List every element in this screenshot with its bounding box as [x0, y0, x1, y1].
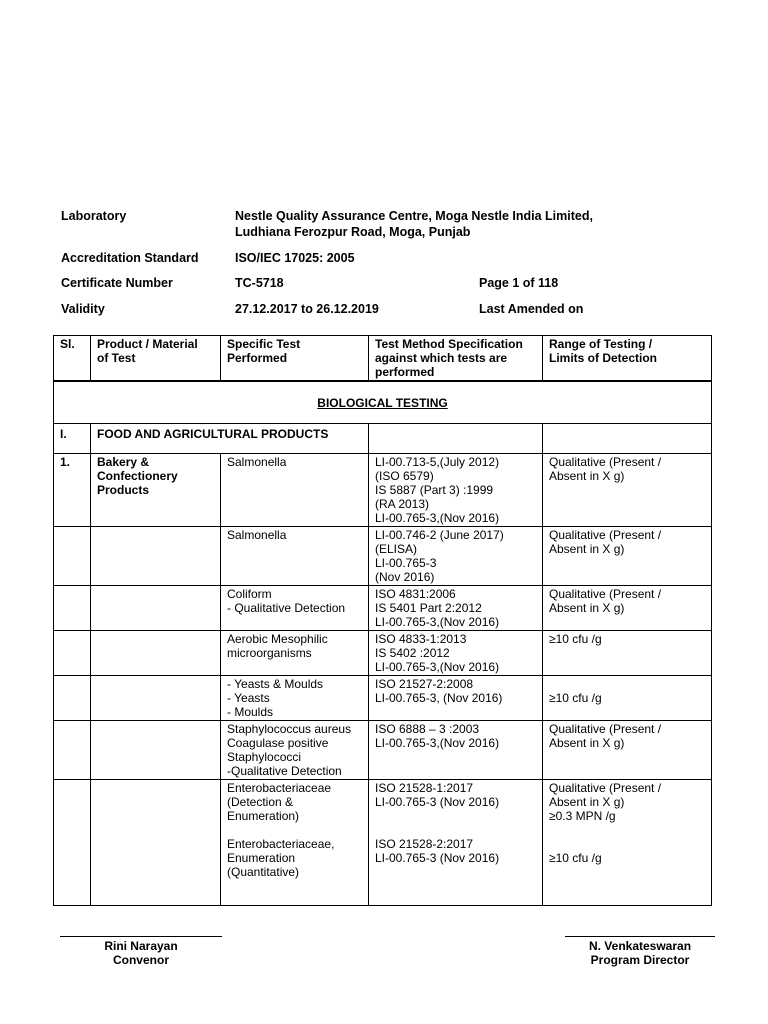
cell-test-method-line: LI-00.765-3,(Nov 2016) [375, 615, 500, 629]
cell-range [543, 780, 712, 906]
cell-test-method-line: LI-00.765-3, (Nov 2016) [375, 691, 503, 705]
cell-test-method-line: ISO 21528-1:2017 [375, 781, 474, 795]
test-scope-table [53, 381, 712, 906]
cell-test-method [369, 454, 543, 527]
cell-specific-test-line: Coagulase positive [227, 736, 329, 750]
cell-range-line: ≥10 cfu /g [549, 691, 602, 705]
certificate-number-label: Certificate Number [61, 276, 173, 290]
director-role: Program Director [590, 953, 690, 967]
cell-specific-test-line: - Moulds [227, 705, 274, 719]
cell-product [91, 721, 221, 780]
group-empty-range [543, 424, 712, 454]
cell-range [543, 721, 712, 780]
cell-specific-test-line: Staphylococci [227, 750, 302, 764]
cell-test-method-line: IS 5401 Part 2:2012 [375, 601, 482, 615]
cell-specific-test-line: Salmonella [227, 455, 287, 469]
cell-product-line: Products [97, 483, 150, 497]
accreditation-standard-label: Accreditation Standard [61, 251, 199, 265]
laboratory-value-line1: Nestle Quality Assurance Centre, Moga Nestle India Limited, [235, 209, 593, 223]
header-specific-test: Specific Test Performed [221, 336, 369, 381]
cell-test-method-line: LI-00.765-3 (Nov 2016) [375, 795, 500, 809]
cell-specific-test [221, 780, 369, 906]
group-number: I. [54, 424, 91, 454]
cell-sl [54, 780, 91, 906]
cell-test-method-line: ISO 21527-2:2008 [375, 677, 474, 691]
cell-range-line: Absent in X g) [549, 736, 625, 750]
cell-test-method [369, 780, 543, 906]
cell-test-method-line: ISO 4831:2006 [375, 587, 456, 601]
signature-program-director [565, 936, 715, 967]
last-amended-label: Last Amended on [479, 302, 584, 316]
cell-test-method [369, 586, 543, 631]
certificate-number-value: TC-5718 [235, 276, 284, 290]
cell-product [91, 586, 221, 631]
cell-range-line: Absent in X g) [549, 542, 625, 556]
cell-specific-test-line: Aerobic Mesophilic [227, 632, 328, 646]
table-row [54, 454, 712, 527]
cell-test-method-line: ISO 21528-2:2017 [375, 837, 474, 851]
cell-product [91, 454, 221, 527]
cell-test-method-line: (Nov 2016) [375, 570, 435, 584]
cell-product [91, 631, 221, 676]
cell-range-line: Qualitative (Present / [549, 722, 662, 736]
header-test-method: Test Method Specification against which tests are performed [369, 336, 543, 381]
cell-range [543, 631, 712, 676]
cell-specific-test-line: (Detection & [227, 795, 294, 809]
cell-specific-test-line [227, 823, 362, 837]
header-product: Product / Material of Test [91, 336, 221, 381]
cell-specific-test-line: -Qualitative Detection [227, 764, 342, 778]
cell-test-method-line: LI-00.765-3,(Nov 2016) [375, 511, 500, 525]
cell-range-line: Qualitative (Present / [549, 528, 662, 542]
cell-range-line: ≥0.3 MPN /g [549, 809, 616, 823]
cell-test-method-line: ISO 4833-1:2013 [375, 632, 467, 646]
certificate-metadata [61, 209, 721, 319]
cell-range-line: Absent in X g) [549, 795, 625, 809]
cell-range [543, 676, 712, 721]
section-title: BIOLOGICAL TESTING [317, 395, 448, 410]
cell-test-method-line: LI-00.765-3,(Nov 2016) [375, 660, 500, 674]
cell-specific-test-line: microorganisms [227, 646, 312, 660]
signature-line [60, 936, 222, 937]
accreditation-standard-value: ISO/IEC 17025: 2005 [235, 251, 355, 265]
cell-product-line: Bakery & [97, 455, 150, 469]
page-info: Page 1 of 118 [479, 276, 559, 290]
cell-specific-test-line: - Qualitative Detection [227, 601, 346, 615]
laboratory-label: Laboratory [61, 209, 127, 223]
cell-specific-test [221, 631, 369, 676]
cell-sl [54, 676, 91, 721]
signature-line [565, 936, 715, 937]
cell-test-method [369, 721, 543, 780]
cell-sl [54, 527, 91, 586]
cell-specific-test-line: Enterobacteriaceae, [227, 837, 335, 851]
cell-specific-test-line: Enumeration [227, 851, 296, 865]
cell-range-line: Qualitative (Present / [549, 455, 662, 469]
cell-specific-test [221, 586, 369, 631]
cell-sl [54, 631, 91, 676]
cell-test-method-line [375, 809, 536, 823]
cell-range-line: Absent in X g) [549, 601, 625, 615]
cell-test-method-line: LI-00.765-3,(Nov 2016) [375, 736, 500, 750]
cell-range-line: ≥10 cfu /g [549, 632, 602, 646]
cell-test-method-line: (ELISA) [375, 542, 418, 556]
table-row [54, 631, 712, 676]
cell-specific-test-line: - Yeasts [227, 691, 270, 705]
group-empty-method [369, 424, 543, 454]
cell-range-line: Qualitative (Present / [549, 781, 662, 795]
cell-specific-test-line: Salmonella [227, 528, 287, 542]
cell-test-method-line: LI-00.713-5,(July 2012) [375, 455, 500, 469]
cell-sl: 1. [54, 454, 91, 527]
cell-test-method-line: (ISO 6579) [375, 469, 434, 483]
section-title-cell [54, 382, 712, 424]
cell-test-method-line: IS 5887 (Part 3) :1999 [375, 483, 494, 497]
cell-range [543, 454, 712, 527]
convenor-name: Rini Narayan [104, 939, 178, 953]
cell-specific-test [221, 454, 369, 527]
signature-convenor [60, 936, 222, 967]
cell-sl [54, 721, 91, 780]
table-row [54, 527, 712, 586]
cell-specific-test [221, 676, 369, 721]
cell-specific-test-line: (Quantitative) [227, 865, 300, 879]
cell-specific-test-line: Enterobacteriaceae [227, 781, 332, 795]
cell-range-line: Qualitative (Present / [549, 587, 662, 601]
cell-product [91, 527, 221, 586]
cell-sl [54, 586, 91, 631]
cell-product [91, 780, 221, 906]
cell-test-method [369, 676, 543, 721]
cell-range-line [549, 823, 705, 837]
cell-range-line: ≥10 cfu /g [549, 851, 602, 865]
cell-specific-test [221, 527, 369, 586]
cell-test-method-line: (RA 2013) [375, 497, 430, 511]
table-row [54, 586, 712, 631]
test-rows [54, 454, 712, 906]
cell-test-method-line: ISO 6888 – 3 :2003 [375, 722, 480, 736]
column-header-table [53, 335, 712, 381]
cell-specific-test-line: Enumeration) [227, 809, 300, 823]
cell-specific-test-line: Staphylococcus aureus [227, 722, 352, 736]
table-row [54, 780, 712, 906]
cell-range [543, 586, 712, 631]
director-name: N. Venkateswaran [588, 939, 692, 953]
cell-test-method-line [375, 823, 536, 837]
cell-specific-test [221, 721, 369, 780]
cell-range [543, 527, 712, 586]
cell-test-method-line: LI-00.765-3 [375, 556, 437, 570]
cell-specific-test-line: Coliform [227, 587, 272, 601]
validity-label: Validity [61, 302, 105, 316]
group-title: FOOD AND AGRICULTURAL PRODUCTS [91, 424, 369, 454]
cell-test-method-line: LI-00.746-2 (June 2017) [375, 528, 504, 542]
cell-range-line: Absent in X g) [549, 469, 625, 483]
cell-range-line [549, 677, 705, 691]
cell-range-line [549, 837, 705, 851]
table-row [54, 721, 712, 780]
cell-product-line: Confectionery [97, 469, 178, 483]
header-range: Range of Testing / Limits of Detection [543, 336, 712, 381]
laboratory-value-line2: Ludhiana Ferozpur Road, Moga, Punjab [235, 225, 471, 239]
validity-value: 27.12.2017 to 26.12.2019 [235, 302, 379, 316]
cell-test-method [369, 631, 543, 676]
cell-test-method-line: LI-00.765-3 (Nov 2016) [375, 851, 500, 865]
cell-test-method-line: IS 5402 :2012 [375, 646, 450, 660]
header-sl: Sl. [54, 336, 91, 381]
cell-product [91, 676, 221, 721]
table-row [54, 676, 712, 721]
cell-specific-test-line: - Yeasts & Moulds [227, 677, 324, 691]
cell-test-method [369, 527, 543, 586]
convenor-role: Convenor [112, 953, 169, 967]
